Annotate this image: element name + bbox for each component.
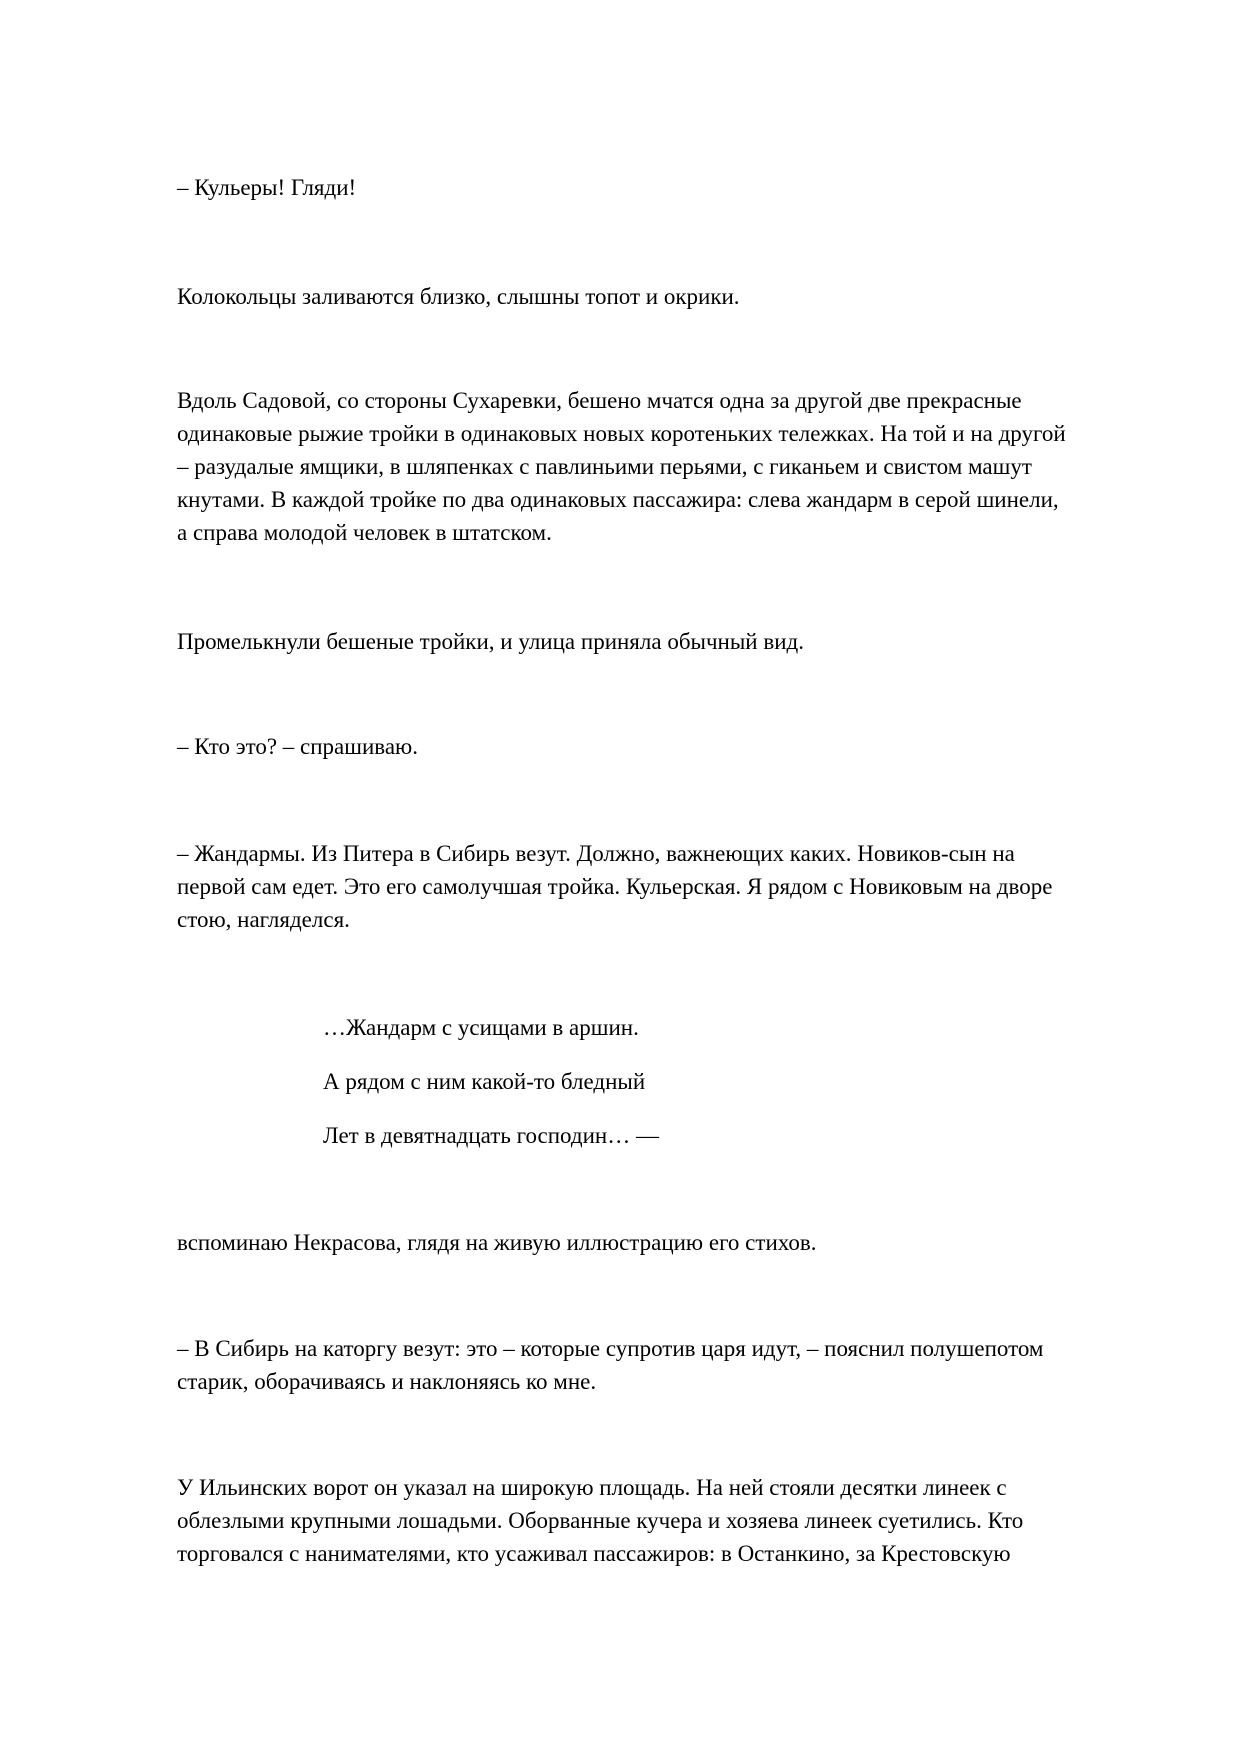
paragraph-bells: Колокольцы заливаются близко, слышны топот и окрики. (177, 284, 740, 309)
paragraph-street: Промелькнули бешеные тройки, и улица приняла обычный вид. (177, 629, 804, 654)
paragraph-troikas: Вдоль Садовой, со стороны Сухаревки, бешено мчатся одна за другой две прекрасные одинаковые рыжие тройки в одинаковых новых коротеньких тележках. На той и на другой – разудалые ямщики, в шляпенках с павлиньими перьями, с гиканьем и свистом машут кнутами. В каждой тройке по два одинаковых пассажира: слева жандарм в серой шинели, а справа молодой человек в штатском. (177, 388, 1066, 545)
paragraph-shout: – Кульеры! Гляди! (177, 175, 357, 200)
verse-line: А рядом с ним какой-то бледный (323, 1069, 646, 1094)
verse-line: …Жандарм с усищами в аршин. (323, 1015, 639, 1040)
paragraph-ilyinsky-gate: У Ильинских ворот он указал на широкую площадь. На ней стояли десятки линеек с облезлыми крупными лошадьми. Оборванные кучера и хозяева линеек суетились. Кто торговался с нанимателями, кто усаживал пассажиров: в Останкино, за Крестовскую (177, 1475, 1024, 1566)
paragraph-question: – Кто это? – спрашиваю. (177, 734, 418, 759)
paragraph-siberia: – В Сибирь на каторгу везут: это – которые супротив царя идут, – пояснил полушепотом старик, оборачиваясь и наклоняясь ко мне. (177, 1336, 1044, 1394)
paragraph-gendarmes: – Жандармы. Из Питера в Сибирь везут. Должно, важнеющих каких. Новиков-сын на первой сам едет. Это его самолучшая тройка. Кульерская. Я рядом с Новиковым на дворе стою, нагляделся. (177, 841, 1053, 932)
verse-line: Лет в девятнадцать господин… — (323, 1123, 659, 1148)
paragraph-nekrasov: вспоминаю Некрасова, глядя на живую иллюстрацию его стихов. (177, 1230, 817, 1255)
